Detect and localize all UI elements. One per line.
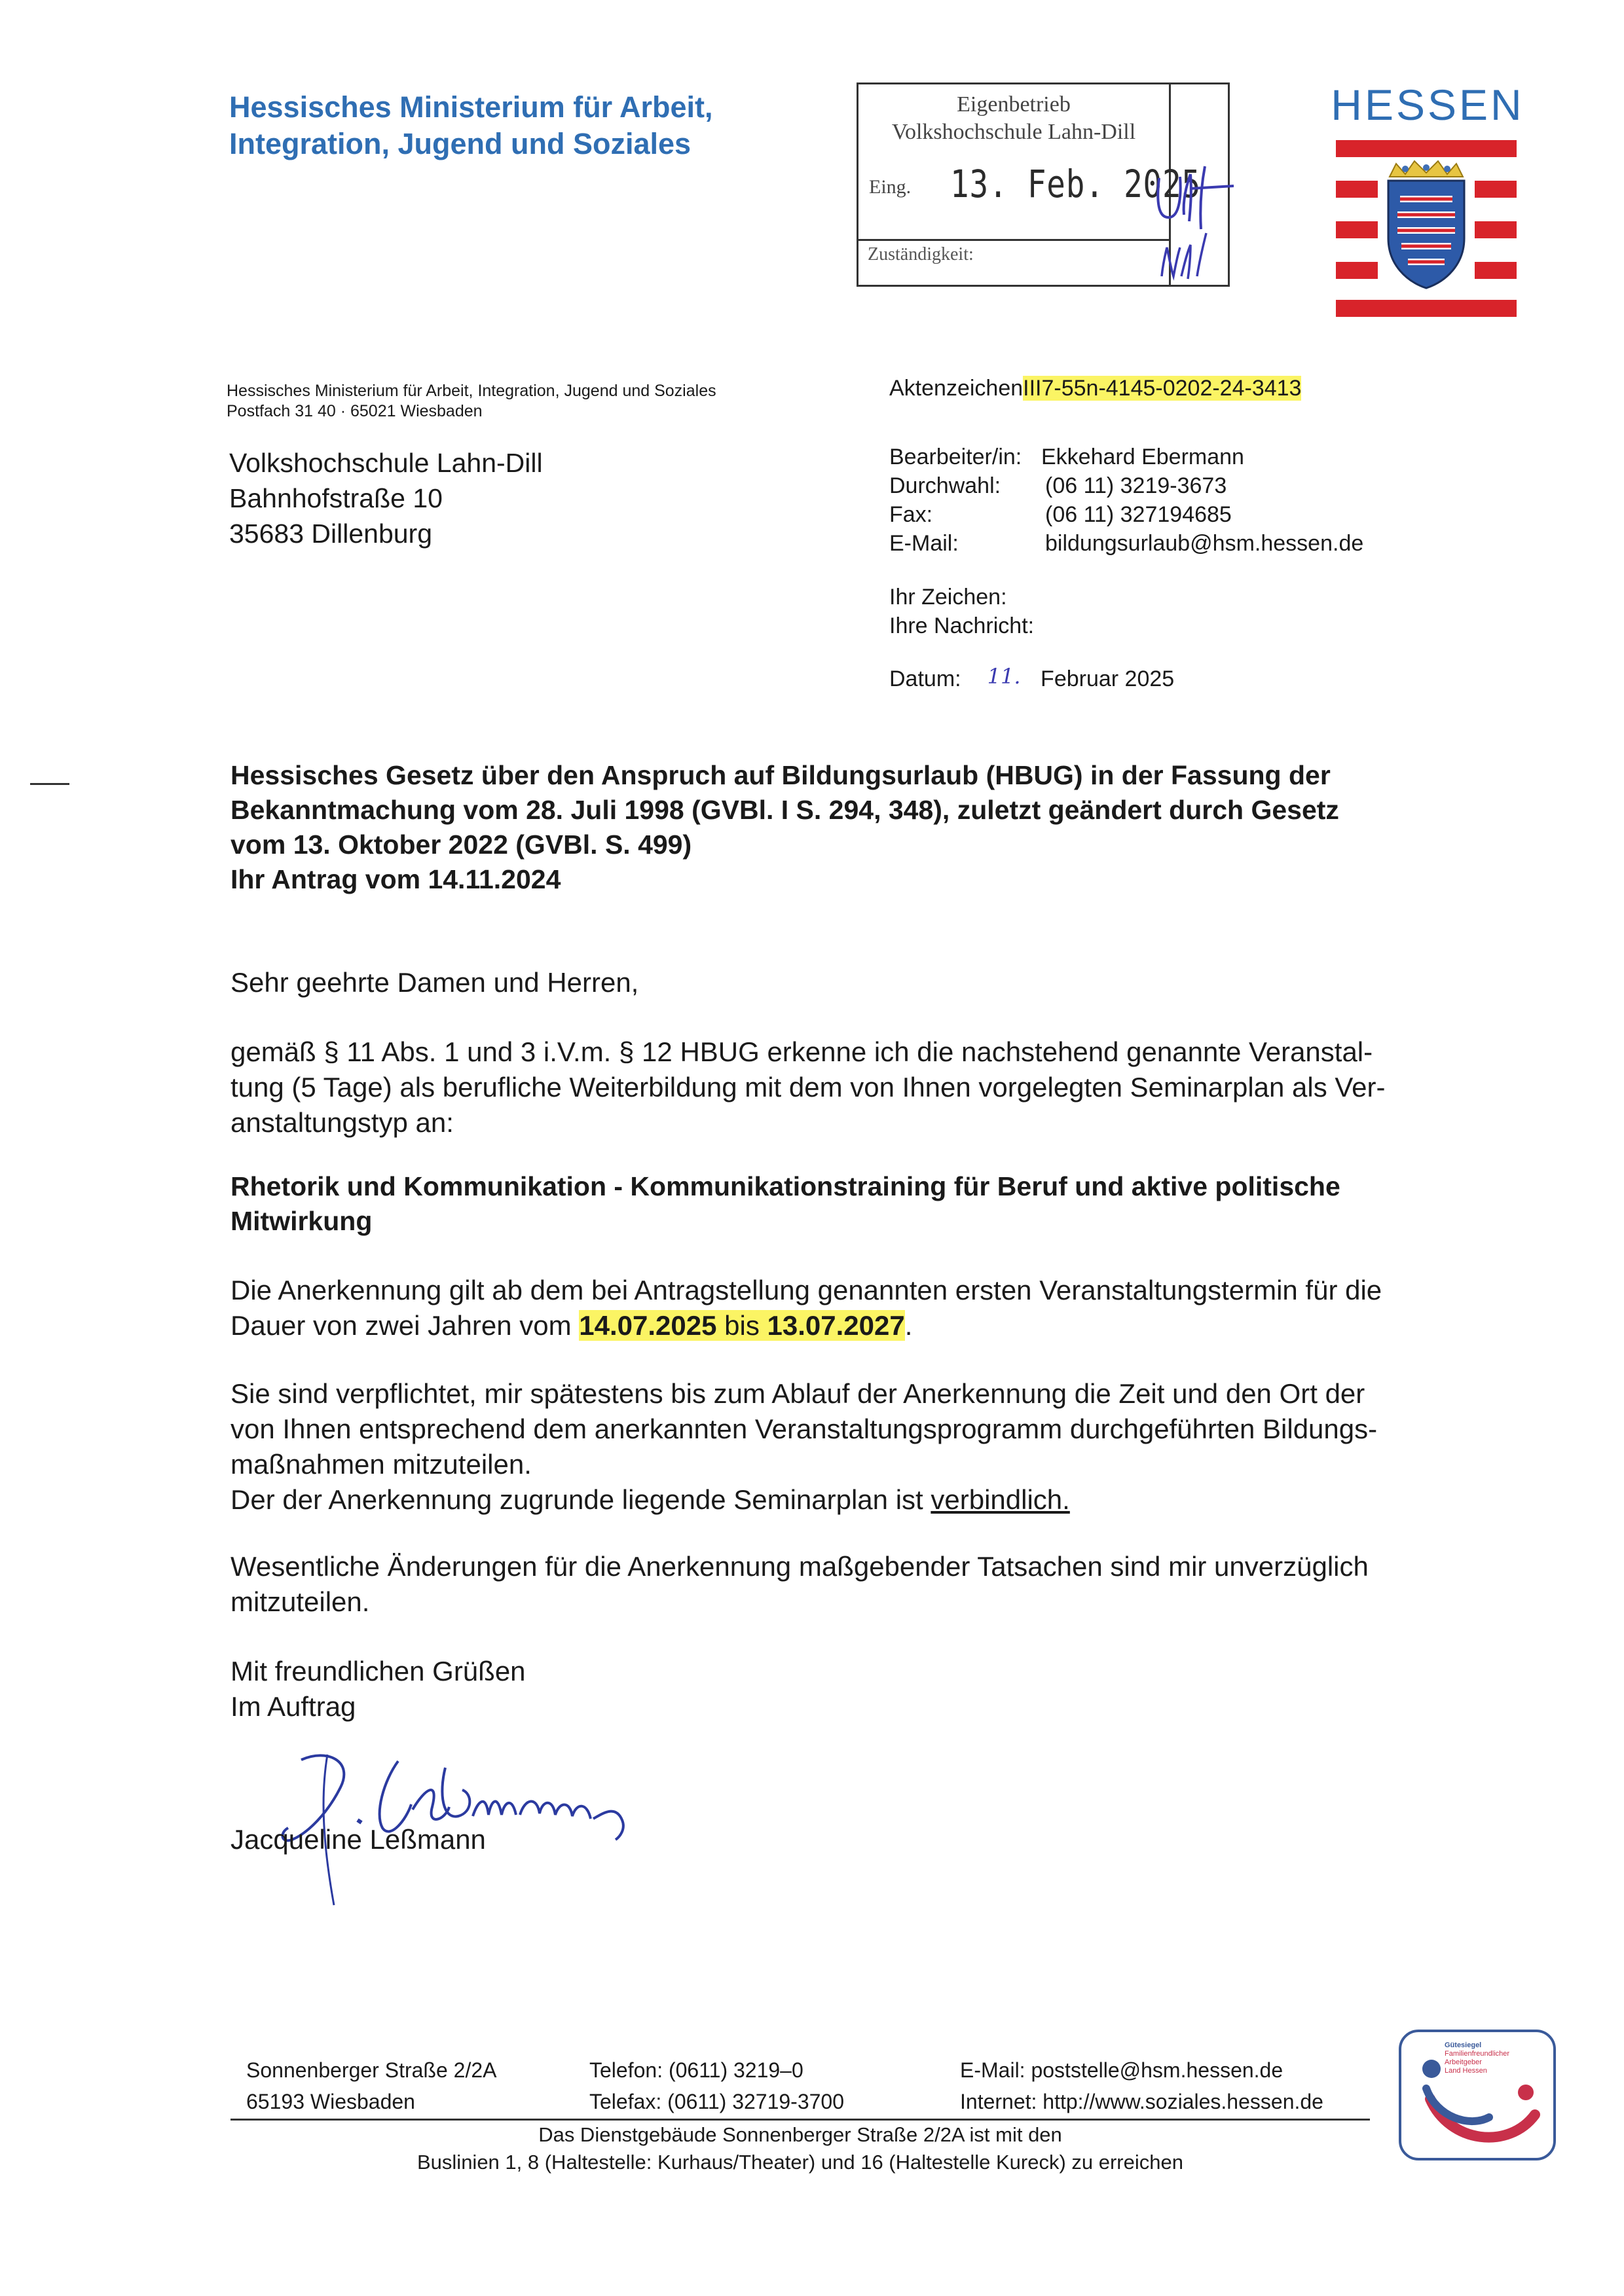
p2-mid: bis — [716, 1310, 767, 1341]
footer-phone — [589, 2054, 844, 2117]
binding-note: verbindlich. — [931, 1484, 1070, 1515]
ihr-zeichen-label: Ihr Zeichen: — [889, 585, 1007, 610]
stamp-zustaendigkeit-label: Zuständigkeit: — [868, 244, 974, 264]
footer-note-line2: Buslinien 1, 8 (Haltestelle: Kurhaus/Theater) und 16 (Haltestelle Kureck) zu erreichen — [417, 2151, 1183, 2174]
fax-label: Fax: — [889, 502, 933, 527]
ministry-name-line2: Integration, Jugend und Soziales — [229, 127, 692, 160]
stamp-org-line1: Eigenbetrieb — [957, 92, 1071, 117]
seal-figures-icon — [1411, 2052, 1548, 2157]
aktenzeichen-value: III7-55n-4145-0202-24-3413 — [1023, 376, 1302, 401]
paragraph-recognition — [231, 1034, 1514, 1140]
hessen-coat-of-arms-icon — [1374, 160, 1479, 291]
recipient-address — [229, 445, 819, 551]
course-title — [231, 1169, 1514, 1239]
subject-line2: Bekanntmachung vom 28. Juli 1998 (GVBl. I S. 294, 348), zuletzt geändert durch Gesetz — [231, 795, 1339, 825]
footer-address — [246, 2054, 496, 2117]
reference-number — [889, 376, 1301, 401]
ihre-nachricht-label: Ihre Nachricht: — [889, 613, 1035, 638]
footer-email: E-Mail: poststelle@hsm.hessen.de — [960, 2058, 1283, 2082]
seal-line3: Arbeitgeber — [1445, 2058, 1482, 2066]
stamp-box — [858, 84, 1201, 285]
ministry-name — [229, 89, 819, 162]
recipient-city: 35683 Dillenburg — [229, 519, 433, 549]
footer-online — [960, 2054, 1323, 2117]
footer-note-line1: Das Dienstgebäude Sonnenberger Straße 2/2A ist mit den — [538, 2123, 1062, 2146]
validity-start-date: 14.07.2025 — [579, 1310, 717, 1341]
sender-line1: Hessisches Ministerium für Arbeit, Integration, Jugend und Soziales — [227, 382, 716, 400]
footer-telefon: Telefon: (0611) 3219–0 — [589, 2058, 803, 2082]
datum-day-handwritten: 11. — [987, 664, 1021, 689]
stamp-organization — [858, 91, 1169, 146]
aktenzeichen-label: Aktenzeichen — [889, 376, 1024, 401]
sender-line2: Postfach 31 40 · 65021 Wiesbaden — [227, 402, 483, 420]
footer-transit-note — [231, 2121, 1370, 2176]
stamp-divider — [858, 239, 1169, 241]
p3-line4: Der der Anerkennung zugrunde liegende Seminarplan ist — [231, 1484, 931, 1515]
letter-date — [889, 664, 1174, 692]
subject — [231, 758, 1514, 897]
p3-line3: maßnahmen mitzuteilen. — [231, 1449, 532, 1480]
signer-name: Jacqueline Leßmann — [231, 1824, 486, 1855]
p2-prefix: Dauer von zwei Jahren vom — [231, 1310, 580, 1341]
reference-fields — [889, 583, 1034, 640]
closing — [231, 1654, 1514, 1724]
p2-line1: Die Anerkennung gilt ab dem bei Antragstellung genannten ersten Veranstaltungstermin für die — [231, 1275, 1382, 1305]
bearbeiter-value: Ekkehard Ebermann — [1041, 445, 1244, 469]
p4-line1: Wesentliche Änderungen für die Anerkennung maßgebender Tatsachen sind mir unverzüglich — [231, 1551, 1369, 1582]
seal-line2: Familienfreundlicher — [1445, 2050, 1510, 2058]
p4-line2: mitzuteilen. — [231, 1586, 370, 1617]
footer-telefax: Telefax: (0611) 32719-3700 — [589, 2090, 845, 2113]
contact-info — [889, 443, 1363, 558]
recipient-name: Volkshochschule Lahn-Dill — [229, 448, 543, 478]
email-label: E-Mail: — [889, 531, 959, 556]
paragraph-validity — [231, 1273, 1514, 1343]
validity-end-date: 13.07.2027 — [767, 1310, 905, 1341]
sender-return-address — [227, 381, 881, 422]
footer-address-line2: 65193 Wiesbaden — [246, 2090, 415, 2113]
recipient-street: Bahnhofstraße 10 — [229, 483, 443, 513]
bearbeiter-label: Bearbeiter/in: — [889, 445, 1022, 469]
seal-line1: Gütesiegel — [1445, 2041, 1482, 2049]
stamp-org-line2: Volkshochschule Lahn-Dill — [891, 120, 1136, 144]
fax-value: (06 11) 327194685 — [1045, 502, 1232, 527]
p1-line3: anstaltungstyp an: — [231, 1107, 454, 1138]
footer-address-line1: Sonnenberger Straße 2/2A — [246, 2058, 497, 2082]
footer-internet: Internet: http://www.soziales.hessen.de — [960, 2090, 1323, 2113]
p3-line1: Sie sind verpflichtet, mir spätestens bis zum Ablauf der Anerkennung die Zeit und den Ort der — [231, 1378, 1365, 1409]
email-value: bildungsurlaub@hsm.hessen.de — [1045, 531, 1364, 556]
course-line2: Mitwirkung — [231, 1206, 373, 1236]
subject-line1: Hessisches Gesetz über den Anspruch auf Bildungsurlaub (HBUG) in der Fassung der — [231, 760, 1331, 790]
datum-label: Datum: — [889, 666, 961, 691]
datum-value: Februar 2025 — [1041, 666, 1175, 691]
course-line1: Rhetorik und Kommunikation - Kommunikationstraining für Beruf und aktive politische — [231, 1171, 1340, 1201]
paragraph-changes — [231, 1549, 1514, 1620]
family-friendly-seal — [1399, 2030, 1556, 2160]
seal-line4: Land Hessen — [1445, 2067, 1487, 2075]
salutation: Sehr geehrte Damen und Herren, — [231, 967, 639, 998]
ministry-name-line1: Hessisches Ministerium für Arbeit, — [229, 90, 713, 124]
hessen-logo-text: HESSEN — [1331, 81, 1524, 129]
handwritten-initials — [1150, 161, 1281, 292]
durchwahl-value: (06 11) 3219-3673 — [1045, 473, 1227, 498]
paragraph-obligations — [231, 1376, 1514, 1518]
p2-suffix: . — [904, 1310, 913, 1341]
p1-line2: tung (5 Tage) als berufliche Weiterbildung mit dem von Ihnen vorgelegten Seminarplan als Ver- — [231, 1072, 1386, 1102]
stamp-eing-label: Eing. — [869, 176, 912, 198]
durchwahl-label: Durchwahl: — [889, 473, 1001, 498]
p3-line2: von Ihnen entsprechend dem anerkannten Veranstaltungsprogramm durchgeführten Bildungs- — [231, 1413, 1378, 1444]
p1-line1: gemäß § 11 Abs. 1 und 3 i.V.m. § 12 HBUG erkenne ich die nachstehend genannte Veranstal- — [231, 1036, 1373, 1067]
hessen-logo — [1336, 140, 1517, 317]
closing-im-auftrag: Im Auftrag — [231, 1691, 356, 1722]
subject-line4: Ihr Antrag vom 14.11.2024 — [231, 864, 561, 894]
closing-greeting: Mit freundlichen Grüßen — [231, 1656, 526, 1686]
fold-mark — [30, 783, 69, 785]
footer-divider — [231, 2119, 1370, 2121]
stamp-date: 13. Feb. 2025 — [950, 162, 1201, 206]
subject-line3: vom 13. Oktober 2022 (GVBl. S. 499) — [231, 829, 692, 860]
